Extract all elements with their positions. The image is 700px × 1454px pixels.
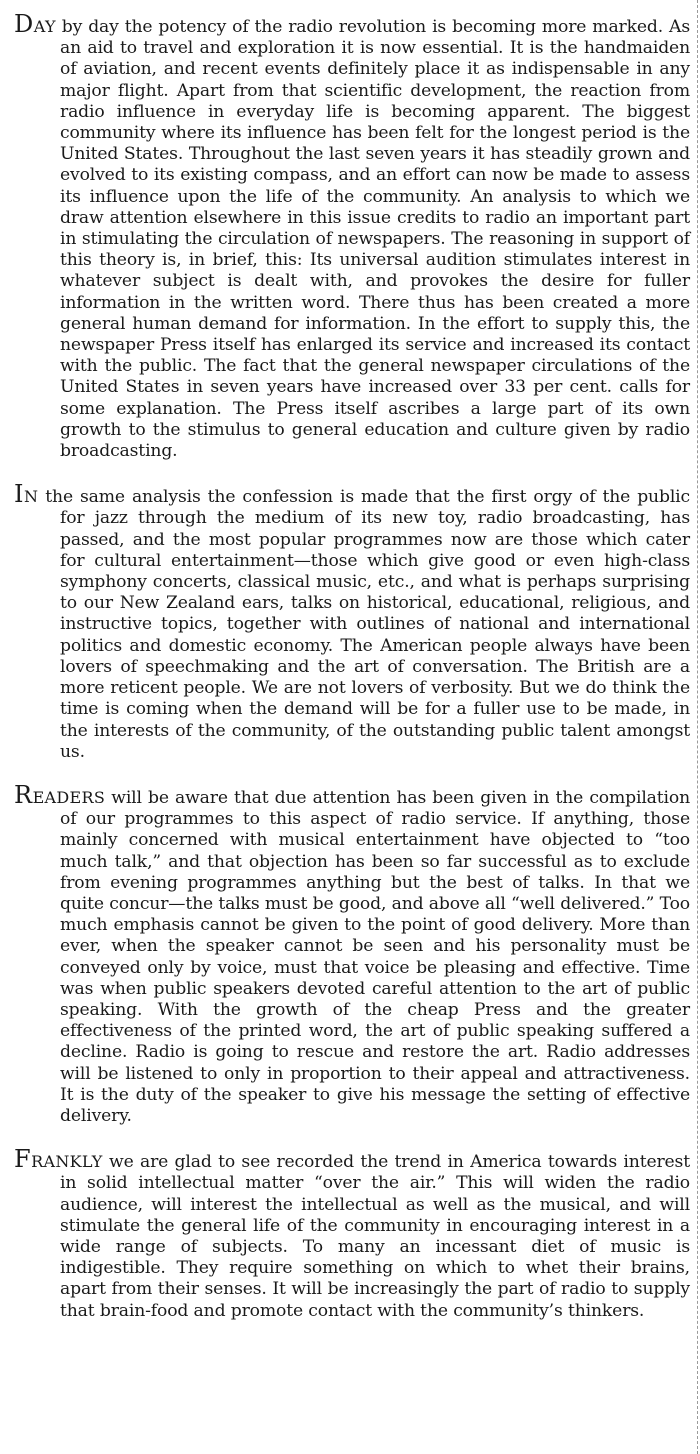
drop-cap-initial: D	[14, 10, 34, 38]
lead-in-word: AY	[33, 17, 56, 36]
paragraph-intellectual-matter	[14, 1145, 690, 1322]
lead-in-word: RANKLY	[31, 1152, 103, 1172]
column-edge-rule	[697, 0, 698, 1454]
lead-in-word: EADERS	[32, 787, 106, 807]
paragraph-cultural-entertainment	[14, 480, 690, 763]
paragraph-body: the same analysis the confession is made that the first orgy of the public for jazz through the medium of its new toy, radio broadcasting, has passed, and the most popular programmes now are those which cater for cultural entertainment—those which give good or even high-class symphony concerts, classical music, etc., and what is perhaps surprising to our New Zealand ears, talks on historical, educational, religious, and instructive topics, together with outlines of national and international politics and domestic economy. The American people always have been lovers of speechmaking and the art of conversation. The British are a more reticent people. We are not lovers of verbosity. But we do think the time is coming when the demand will be for a fuller use to be made, in the interests of the community, of the outstanding public talent amongst us.	[38, 487, 690, 762]
lead-in-word: N	[23, 487, 39, 507]
drop-cap-initial: F	[14, 1145, 32, 1174]
paragraph-talks-delivery	[14, 780, 690, 1127]
drop-cap-initial: R	[14, 780, 33, 809]
paragraph-radio-revolution	[14, 10, 690, 462]
paragraph-body: by day the potency of the radio revolution is becoming more marked. As an aid to travel and exploration it is now essential. It is the handmaiden of aviation, and recent events definitely place it as indispensable in any major flight. Apart from that scientific development, the reaction from radio influence in everyday life is becoming apparent. The biggest community where its influence has been felt for the longest period is the United States. Throughout the last seven years it has steadily grown and evolved to its existing compass, and an effort can now be made to assess its influence upon the life of the community. An analysis to which we draw attention elsewhere in this issue credits to radio an important part in stimulating the circulation of newspapers. The reasoning in support of this theory is, in brief, this: Its universal audition stimulates interest in whatever subject is dealt with, and provokes the desire for fuller information in the written word. There thus has been created a more general human demand for information. In the effort to supply this, the newspaper Press itself has enlarged its service and increased its contact with the public. The fact that the general newspaper circulations of the United States in seven years have increased over 33 per cent. calls for some explanation. The Press itself ascribes a large part of its own growth to the stimulus to general education and culture given by radio broadcasting.	[55, 17, 690, 462]
paragraph-body: will be aware that due attention has been given in the compilation of our programmes to this aspect of radio service. If anything, those mainly concerned with musical entertainment have objected to “too much talk,” and that objection has been so far successful as to exclude from evening programmes anything but the best of talks. In that we quite concur—the talks must be good, and above all “well delivered.” Too much emphasis cannot be given to the point of good delivery. More than ever, when the speaker cannot be seen and his personality must be conveyed only by voice, must that voice be pleasing and effective. Time was when public speakers devoted careful attention to the art of public speaking. With the growth of the cheap Press and the greater effectiveness of the printed word, the art of public speaking suffered a decline. Radio is going to rescue and restore the art. Radio addresses will be listened to only in proportion to their appeal and attractiveness. It is the duty of the speaker to give his message the setting of effective delivery.	[60, 787, 690, 1126]
paragraph-body: we are glad to see recorded the trend in America towards interest in solid intellectual matter “over the air.” This will widen the radio audience, will interest the intellectual as well as the musical, and will stimulate the general life of the community in encouraging interest in a wide range of subjects. To many an incessant diet of music is indigestible. They require something on which to whet their brains, apart from their senses. It will be increasingly the part of radio to supply that brain-food and promote contact with the community’s thinkers.	[60, 1152, 690, 1321]
drop-cap-initial: I	[14, 480, 24, 509]
